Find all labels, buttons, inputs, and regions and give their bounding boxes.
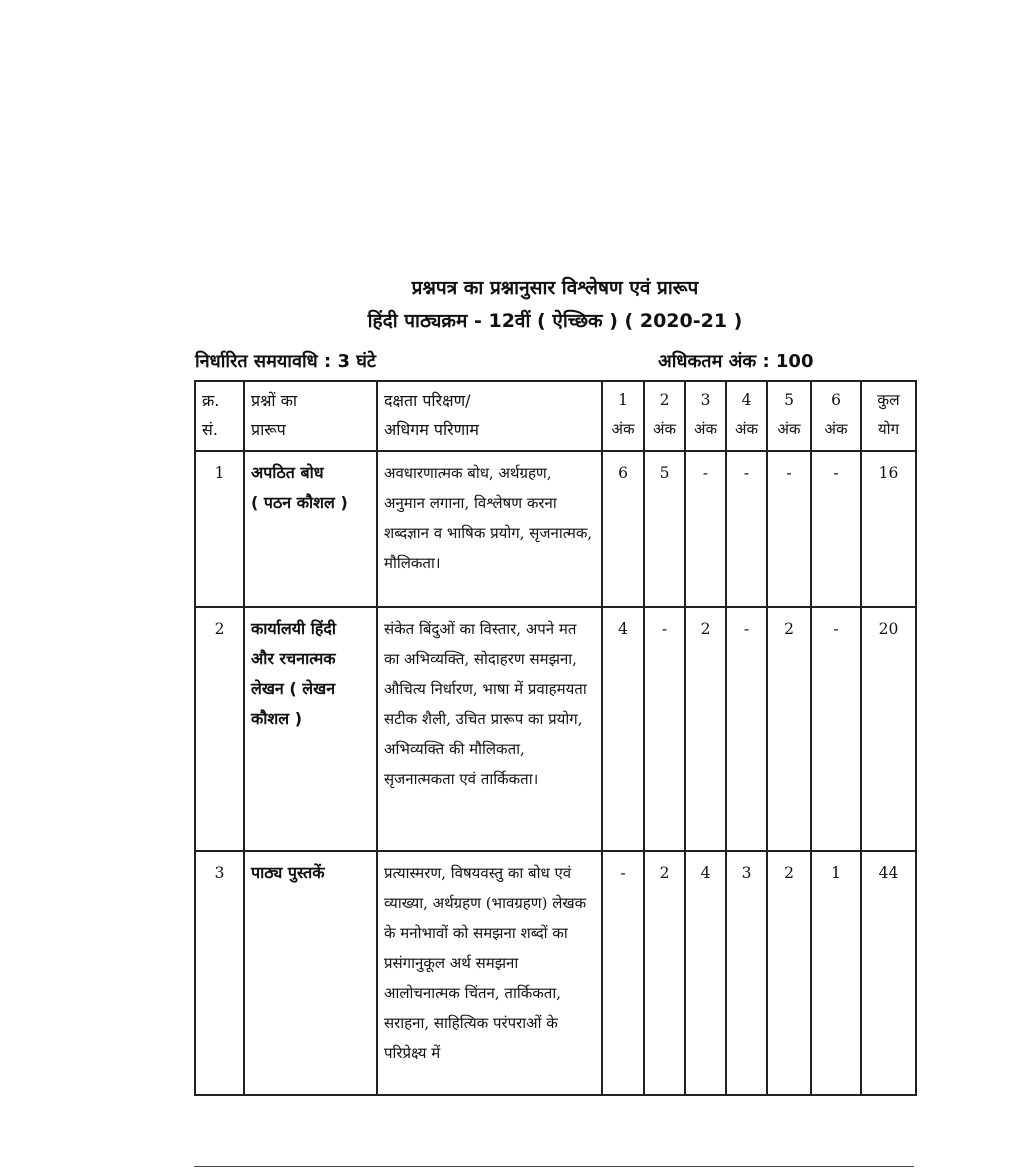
header-marks-4-num: 4	[741, 391, 752, 409]
row-2-sno: 2	[195, 607, 244, 851]
header-marks-6-unit: अंक	[824, 420, 848, 438]
row-3-marks-5: 2	[767, 851, 811, 1095]
row-3-skills: प्रत्यास्मरण, विषयवस्तु का बोध एवं व्याख्या, अर्थग्रहण (भावग्रहण) लेखक के मनोभावों को समझना शब्दों का प्रसंगानुकूल अर्थ समझना आलोचनात्मक चिंतन, तार्किकता, सराहना, साहित्यिक परंपराओं के परिप्रेक्ष्य में	[377, 851, 602, 1095]
duration-label: निर्धारित समयावधि : 3 घंटे	[195, 351, 376, 372]
row-1-skills: अवधारणात्मक बोध, अर्थग्रहण, अनुमान लगाना, विश्लेषण करना शब्दज्ञान व भाषिक प्रयोग, सृजनात्मक, मौलिकता।	[377, 451, 602, 607]
header-marks-1-num: 1	[618, 391, 628, 409]
header-total-line2: योग	[877, 420, 900, 438]
max-marks-label: अधिकतम अंक : 100	[658, 351, 814, 372]
row-3-total: 44	[861, 851, 916, 1095]
header-skills-line1: दक्षता परिक्षण/	[384, 391, 471, 410]
header-marks-2-num: 2	[659, 391, 670, 409]
header-marks-3-unit: अंक	[694, 420, 717, 438]
row-3-qtype-line1: पाठ्य पुस्तकें	[251, 863, 325, 882]
table-row	[195, 607, 916, 851]
row-1-total: 16	[861, 451, 916, 607]
row-3-marks-6: 1	[811, 851, 861, 1095]
row-2-marks-4: -	[726, 607, 767, 851]
row-2-marks-2: -	[644, 607, 685, 851]
header-skills-line2: अधिगम परिणाम	[384, 420, 479, 439]
header-marks-5-unit: अंक	[777, 420, 801, 438]
header-marks-3-num: 3	[700, 391, 711, 409]
row-3-marks-3: 4	[685, 851, 726, 1095]
row-3-question-type	[244, 851, 377, 1095]
row-2-marks-3: 2	[685, 607, 726, 851]
row-1-qtype-line1: अपठित बोध	[251, 463, 324, 482]
row-2-marks-1: 4	[602, 607, 644, 851]
row-3-marks-4: 3	[726, 851, 767, 1095]
row-1-sno: 1	[195, 451, 244, 607]
row-1-qtype-line2: ( पठन कौशल )	[251, 493, 348, 512]
row-1-marks-2: 5	[644, 451, 685, 607]
header-marks-4	[726, 381, 767, 451]
header-marks-5-num: 5	[784, 391, 794, 409]
header-marks-1	[602, 381, 644, 451]
row-3-marks-2: 2	[644, 851, 685, 1095]
header-total-line1: कुल	[877, 391, 900, 409]
header-marks-2	[644, 381, 685, 451]
header-marks-1-unit: अंक	[611, 420, 635, 438]
row-1-marks-3: -	[685, 451, 726, 607]
row-1-question-type	[244, 451, 377, 607]
header-marks-6	[811, 381, 861, 451]
header-marks-2-unit: अंक	[653, 420, 676, 438]
row-2-qtype-line2: और रचनात्मक	[251, 649, 336, 668]
row-2-qtype-line4: कौशल )	[251, 709, 303, 728]
row-2-marks-6: -	[811, 607, 861, 851]
header-marks-4-unit: अंक	[735, 420, 758, 438]
header-marks-5	[767, 381, 811, 451]
header-sno-line1: क्र.	[202, 391, 220, 410]
row-1-marks-6: -	[811, 451, 861, 607]
page-subtitle: हिंदी पाठ्यक्रम - 12वीं ( ऐच्छिक ) ( 2020-21 )	[367, 310, 743, 332]
header-sno-line2: सं.	[202, 420, 218, 439]
header-skills	[377, 381, 602, 451]
header-question-type	[244, 381, 377, 451]
header-qtype-line1: प्रश्नों का	[251, 391, 298, 410]
table-row	[195, 851, 916, 1095]
row-2-total: 20	[861, 607, 916, 851]
header-marks-3	[685, 381, 726, 451]
page-title: प्रश्नपत्र का प्रश्नानुसार विश्लेषण एवं प्रारूप	[411, 277, 699, 299]
row-1-marks-5: -	[767, 451, 811, 607]
footer-divider	[194, 1166, 914, 1167]
row-2-question-type	[244, 607, 377, 851]
row-2-qtype-line3: लेखन ( लेखन	[251, 679, 336, 698]
row-1-marks-1: 6	[602, 451, 644, 607]
header-total	[861, 381, 916, 451]
row-1-marks-4: -	[726, 451, 767, 607]
row-2-marks-5: 2	[767, 607, 811, 851]
table-row	[195, 451, 916, 607]
header-marks-6-num: 6	[831, 391, 841, 409]
table-header-row	[195, 381, 916, 451]
row-3-sno: 3	[195, 851, 244, 1095]
row-2-skills: संकेत बिंदुओं का विस्तार, अपने मत का अभिव्यक्ति, सोदाहरण समझना, औचित्य निर्धारण, भाषा में प्रवाहमयता सटीक शैली, उचित प्रारूप का प्रयोग, अभिव्यक्ति की मौलिकता, सृजनात्मकता एवं तार्किकता।	[377, 607, 602, 851]
row-3-marks-1: -	[602, 851, 644, 1095]
header-qtype-line2: प्रारूप	[251, 420, 286, 439]
row-2-qtype-line1: कार्यालयी हिंदी	[251, 619, 336, 638]
blueprint-table	[194, 380, 917, 1096]
header-sno	[195, 381, 244, 451]
